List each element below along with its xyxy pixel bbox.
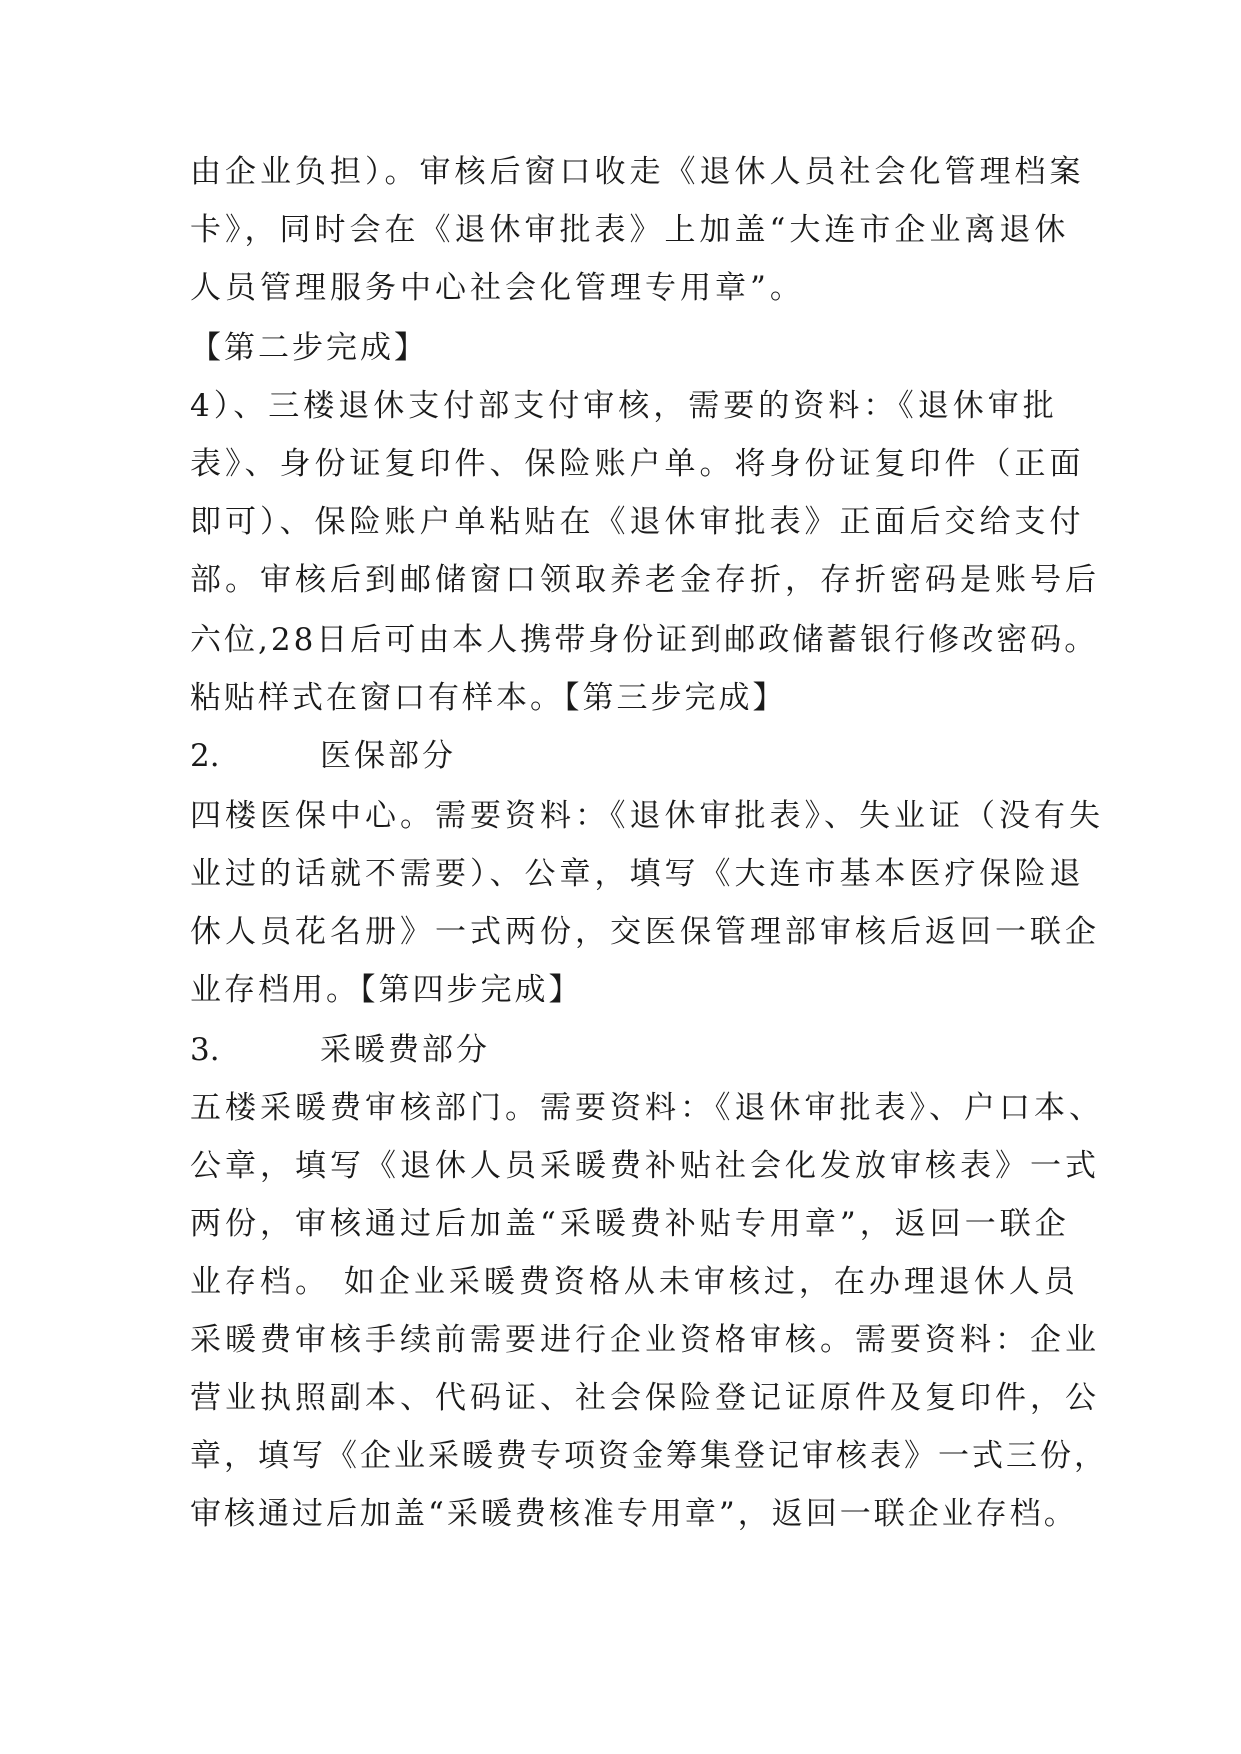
- paragraph-line: 审核通过后加盖“采暖费核准专用章”，返回一联企业存档。: [190, 1496, 1078, 1532]
- paragraph-line: 业过的话就不需要）、公章，填写《大连市基本医疗保险退: [190, 856, 1085, 892]
- paragraph-line: 六位,28日后可由本人携带身份证到邮政储蓄银行修改密码。: [190, 622, 1099, 658]
- section-title: 医保部分: [320, 738, 456, 774]
- paragraph-line: 五楼采暖费审核部门。需要资料：《退休审批表》、户口本、: [190, 1090, 1104, 1126]
- paragraph-line: 粘贴样式在窗口有样本。【第三步完成】: [190, 680, 787, 716]
- paragraph-line: 公章，填写《退休人员采暖费补贴社会化发放审核表》一式: [190, 1148, 1100, 1184]
- section-title: 采暖费部分: [320, 1032, 490, 1068]
- paragraph-line: 部。审核后到邮储窗口领取养老金存折，存折密码是账号后: [190, 562, 1100, 598]
- paragraph-line: 休人员花名册》一式两份，交医保管理部审核后返回一联企: [190, 914, 1100, 950]
- section-heading: [190, 1030, 490, 1070]
- paragraph-line: 章，填写《企业采暖费专项资金筹集登记审核表》一式三份，: [190, 1438, 1108, 1474]
- paragraph-line: 四楼医保中心。需要资料：《退休审批表》、失业证（没有失: [190, 798, 1104, 834]
- paragraph-line: 业存档。 如企业采暖费资格从未审核过，在办理退休人员: [190, 1264, 1079, 1300]
- paragraph-line: 业存档用。【第四步完成】: [190, 972, 583, 1008]
- paragraph-line: 由企业负担）。审核后窗口收走《退休人员社会化管理档案: [190, 154, 1085, 190]
- section-number: 2.: [190, 738, 220, 774]
- section-heading: [190, 736, 456, 776]
- paragraph-line: 表》、身份证复印件、保险账户单。将身份证复印件（正面: [190, 446, 1085, 482]
- paragraph-line: 两份，审核通过后加盖“采暖费补贴专用章”，返回一联企: [190, 1206, 1070, 1242]
- paragraph-line: 4）、三楼退休支付部支付审核，需要的资料：《退休审批: [190, 388, 1058, 424]
- paragraph-line: 营业执照副本、代码证、社会保险登记证原件及复印件，公: [190, 1380, 1100, 1416]
- step-complete-marker: 【第二步完成】: [190, 330, 428, 366]
- paragraph-line: 即可）、保险账户单粘贴在《退休审批表》正面后交给支付: [190, 504, 1085, 540]
- paragraph-line: 卡》，同时会在《退休审批表》上加盖“大连市企业离退休: [190, 212, 1070, 248]
- section-number: 3.: [190, 1032, 220, 1068]
- paragraph-line: 采暖费审核手续前需要进行企业资格审核。需要资料：企业: [190, 1322, 1100, 1358]
- paragraph-line: 人员管理服务中心社会化管理专用章”。: [190, 270, 805, 306]
